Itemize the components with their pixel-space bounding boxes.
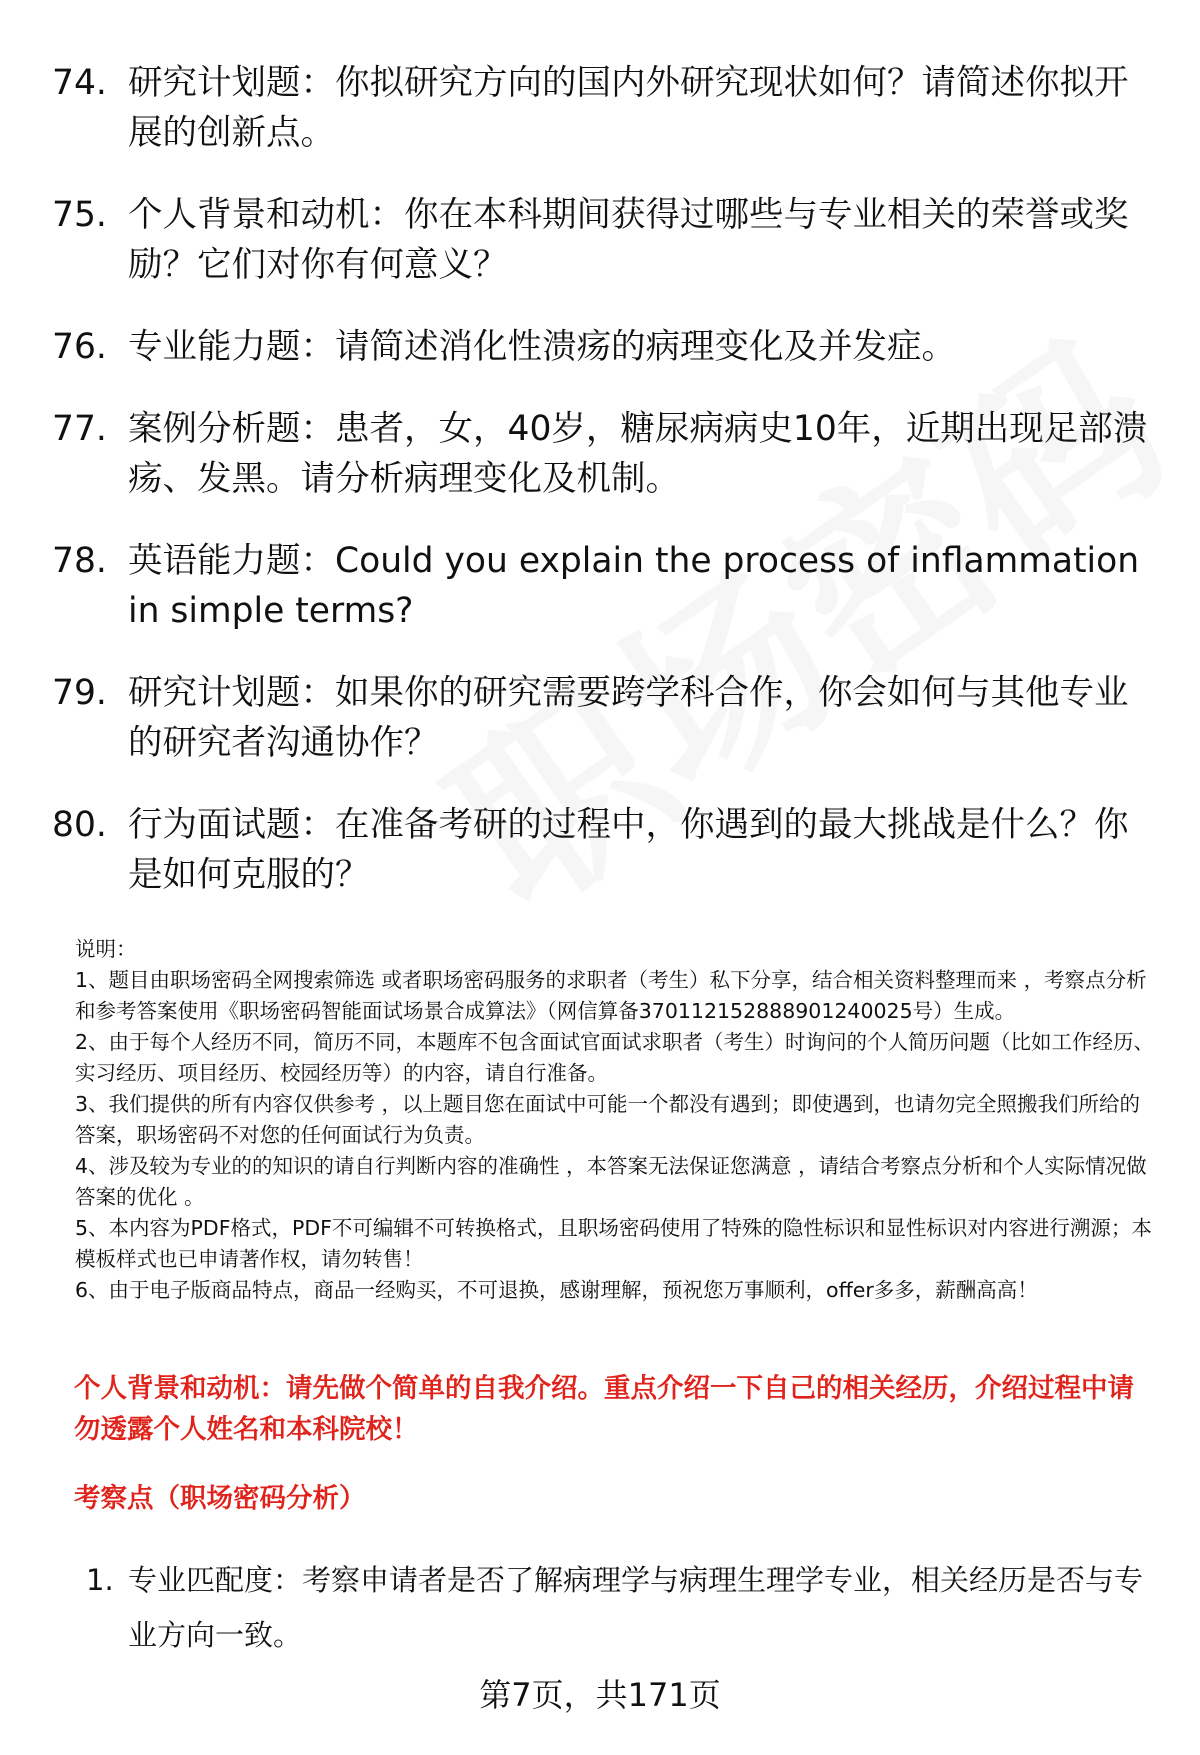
question-text: 研究计划题：如果你的研究需要跨学科合作，你会如何与其他专业的研究者沟通协作？ <box>128 673 1129 763</box>
question-item <box>52 536 1152 636</box>
page-footer: 第7页，共171页 <box>479 1676 721 1714</box>
note-item: 4、涉及较为专业的的知识的请自行判断内容的准确性 ，本答案无法保证您满意 ，请结合考察点分析和个人实际情况做答案的优化 。 <box>75 1154 1147 1209</box>
question-item <box>52 404 1152 504</box>
note-item: 2、由于每个人经历不同，简历不同，本题库不包含面试官面试求职者（考生）时询问的个人简历问题（比如工作经历、实习经历、项目经历、校园经历等）的内容，请自行准备。 <box>75 1030 1155 1085</box>
section-title: 考察点（职场密码分析） <box>74 1483 366 1514</box>
question-item <box>52 58 1152 158</box>
question-text: 个人背景和动机：你在本科期间获得过哪些与专业相关的荣誉或奖励？它们对你有何意义？ <box>128 195 1129 285</box>
note-item: 5、本内容为PDF格式，PDF不可编辑不可转换格式，且职场密码使用了特殊的隐性标识和显性标识对内容进行溯源；本模板样式也已申请著作权，请勿转售！ <box>75 1216 1152 1271</box>
question-number: 78. <box>52 541 107 581</box>
point-number: 1. <box>86 1563 114 1597</box>
note-item: 1、题目由职场密码全网搜索筛选 或者职场密码服务的求职者（考生）私下分享，结合相关资料整理而来 ，考察点分析和参考答案使用《职场密码智能面试场景合成算法》（网信算备370112152888901240025号）生成。 <box>75 968 1147 1023</box>
question-number: 75. <box>52 195 107 235</box>
question-text: 案例分析题：患者，女，40岁，糖尿病病史10年，近期出现足部溃疡、发黑。请分析病理变化及机制。 <box>128 409 1148 499</box>
question-number: 74. <box>52 63 107 103</box>
question-item <box>52 668 1152 768</box>
question-item <box>52 322 1152 372</box>
notes-title: 说明： <box>75 937 137 961</box>
question-text: 行为面试题：在准备考研的过程中，你遇到的最大挑战是什么？你是如何克服的？ <box>128 805 1129 895</box>
question-number: 77. <box>52 409 107 449</box>
question-list <box>52 58 1152 932</box>
point-text: 专业匹配度：考察申请者是否了解病理学与病理生理学专业，相关经历是否与专业方向一致。 <box>128 1563 1144 1652</box>
notes-section <box>75 934 1155 1306</box>
note-item: 6、由于电子版商品特点，商品一经购买，不可退换，感谢理解，预祝您万事顺利，offer多多，薪酬高高！ <box>75 1278 1038 1302</box>
question-number: 79. <box>52 673 107 713</box>
question-number: 80. <box>52 805 107 845</box>
highlighted-question: 个人背景和动机：请先做个简单的自我介绍。重点介绍一下自己的相关经历，介绍过程中请勿透露个人姓名和本科院校！ <box>74 1373 1134 1445</box>
note-item: 3、我们提供的所有内容仅供参考 ，以上题目您在面试中可能一个都没有遇到；即使遇到，也请勿完全照搬我们所给的答案，职场密码不对您的任何面试行为负责。 <box>75 1092 1141 1147</box>
question-text: 专业能力题：请简述消化性溃疡的病理变化及并发症。 <box>128 327 956 367</box>
question-text: 研究计划题：你拟研究方向的国内外研究现状如何？请简述你拟开展的创新点。 <box>128 63 1129 153</box>
question-number: 76. <box>52 327 107 367</box>
question-text: 英语能力题：Could you explain the process of inflammation in simple terms? <box>128 541 1140 631</box>
analysis-point <box>86 1553 1146 1663</box>
question-item <box>52 190 1152 290</box>
question-item <box>52 800 1152 900</box>
